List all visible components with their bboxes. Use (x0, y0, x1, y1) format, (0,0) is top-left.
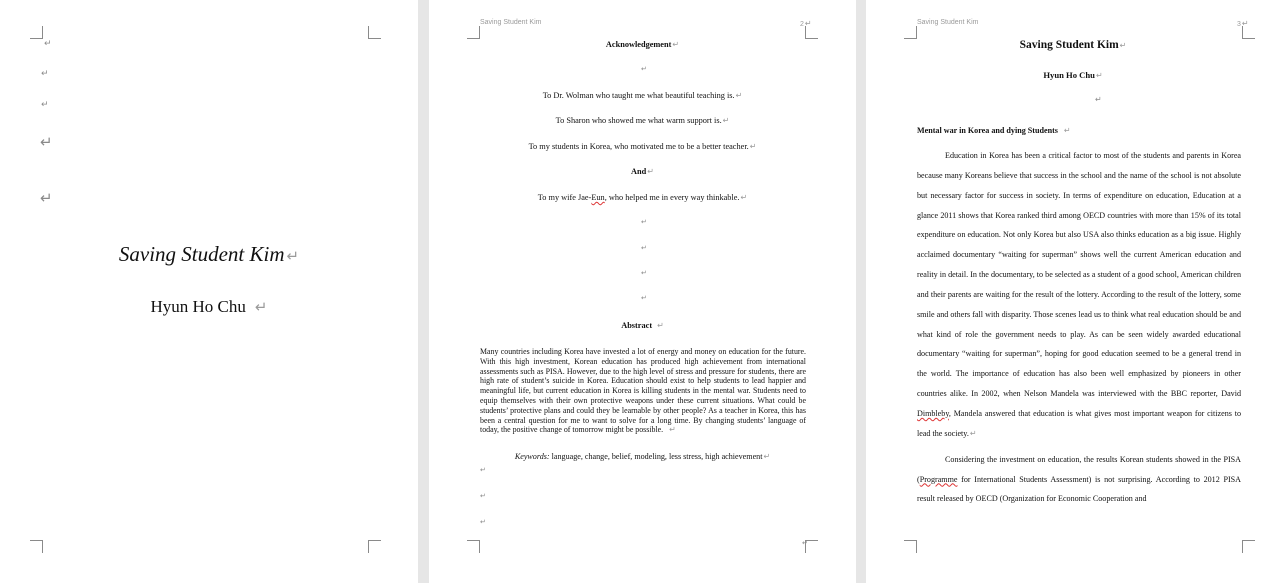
and-line[interactable]: And↵ (631, 167, 654, 176)
paragraph-mark-icon: ↵ (1095, 95, 1102, 104)
acknowledgement-heading[interactable]: Acknowledgement↵ (605, 40, 680, 49)
paragraph-mark-icon: ↵ (254, 298, 268, 316)
section-heading[interactable]: Mental war in Korea and dying Students ↵ (917, 126, 1071, 135)
paragraph-mark-icon: ↵ (641, 218, 647, 226)
crop-mark (467, 26, 480, 39)
paragraph-mark-icon: ↵ (286, 247, 300, 265)
ack-line[interactable]: To Sharon who showed me what warm support is.↵ (555, 116, 730, 125)
ack-line[interactable]: To Dr. Wolman who taught me what beautiful teaching is.↵ (542, 91, 743, 100)
spelling-flag[interactable]: Programme (919, 474, 958, 484)
paragraph-mark-icon: ↵ (641, 269, 647, 277)
page-title[interactable]: Saving Student Kim↵ (1019, 39, 1127, 51)
page-1 (0, 0, 418, 583)
paragraph-mark-icon: ↵ (641, 65, 647, 73)
paragraph-mark-icon: ↵ (44, 39, 52, 49)
page-author[interactable]: Hyun Ho Chu↵ (1043, 70, 1103, 80)
paragraph-mark-icon: ↵ (1119, 41, 1127, 50)
crop-mark (904, 540, 917, 553)
paragraph-mark-icon: ↵ (1063, 126, 1071, 135)
crop-mark (467, 540, 480, 553)
running-header[interactable]: Saving Student Kim (917, 19, 979, 26)
body-paragraph[interactable]: Education in Korea has been a critical factor to most of the students and parents in Korea because many Koreans believe that success in the school and the name of the school is not absolute but necessary factor for success in society. In terms of expenditure on education, Education at a glance 2011 shows that Korea ranked third among OECD countries with more than 15% of its total expenditure on education. Not only Korea but also USA also thinks education as a big issue. Highly acclaimed documentary “waiting for superman” shows well the current American education and reality in detail. In the documentary, to be selected as a student of a good school, American children and their parents are waiting for the result of the lottery. According to the result of the lottery, some smile and others fall with disparity. Those scenes lead us to think what real education should be and what kind of role the government needs to play. As can be seen widely awarded educational documentary “waiting for superman”, hoping for good education seemed to be a general trend in the world. The importance of education has also been well emphasized by pioneers in other countries alike. In 2002, when Nelson Mandela was interviewed with the BBC reporter, David Dimbleby, Mandela answered that education is what gives most important weapon for citizens to lead the society.↵ (917, 151, 1241, 438)
paragraph-mark-icon: ↵ (641, 294, 647, 302)
spelling-flag[interactable]: Eun (591, 193, 605, 202)
page-3 (866, 0, 1280, 583)
paragraph-mark-icon: ↵ (480, 466, 486, 474)
paragraph-mark-icon: ↵ (647, 167, 654, 176)
crop-mark (1242, 540, 1255, 553)
paragraph-mark-icon: ↵ (641, 244, 647, 252)
paragraph-mark-icon: ↵ (480, 492, 486, 500)
paragraph-mark-icon: ↵ (40, 133, 53, 151)
crop-mark (368, 26, 381, 39)
paragraph-mark-icon: ↵ (657, 321, 664, 330)
page-number[interactable]: 2↵ (800, 19, 812, 28)
ack-line[interactable]: To my wife Jae-Eun, who helped me in every way thinkable.↵ (537, 193, 748, 202)
paragraph-mark-icon: ↵ (1095, 71, 1103, 80)
paragraph-mark-icon: ↵ (763, 452, 771, 461)
abstract-paragraph[interactable]: Many countries including Korea have invested a lot of energy and money on education for the future. With this high investment, Korean education has produced high achievement from international assessments such as PISA. However, due to the high level of stress and pressure for students, there are high rate of student’s suicide in Korea. Education should exist to help students to lead happier and meaningful life, but current education in Korea is killing students in the mental war. Students need to equip themselves with their own protective weapons under these current situations. What could be students’ protective plans and could they be learnable by other people? As a teacher in Korea, this has been a central question for me to want to solve for a long time. By changing students’ language of today, the positive change of tomorrow might be possible. ↵ (480, 347, 806, 435)
running-header[interactable]: Saving Student Kim (480, 19, 542, 26)
page-number[interactable]: 3↵ (1237, 19, 1249, 28)
paragraph-mark-icon: ↵ (41, 100, 49, 110)
paragraph-mark-icon: ↵ (802, 539, 808, 547)
paragraph-mark-icon: ↵ (735, 91, 743, 100)
paragraph-mark-icon: ↵ (722, 116, 730, 125)
paragraph-mark-icon: ↵ (672, 40, 680, 49)
paragraph-mark-icon: ↵ (480, 518, 486, 526)
paragraph-mark-icon: ↵ (40, 189, 53, 207)
paragraph-mark-icon: ↵ (969, 428, 977, 438)
crop-mark (30, 540, 43, 553)
paragraph-mark-icon: ↵ (749, 142, 757, 151)
cover-author[interactable]: Hyun Ho Chu ↵ (150, 297, 268, 316)
spelling-flag[interactable]: Dimbleby (917, 408, 949, 418)
paragraph-mark-icon: ↵ (740, 193, 748, 202)
crop-mark (368, 540, 381, 553)
paragraph-mark-icon: ↵ (669, 425, 676, 435)
keywords-line[interactable]: Keywords: language, change, belief, modeling, less stress, high achievement↵ (514, 452, 771, 461)
abstract-heading[interactable]: Abstract ↵ (621, 321, 664, 330)
body-text[interactable] (917, 146, 1241, 509)
crop-mark (904, 26, 917, 39)
body-paragraph[interactable]: Considering the investment on education, the results Korean students showed in the PISA (Programme for International Students Assessment) is not surprising. According to 2012 PISA result released by OECD (Organization for Economic Cooperation and (917, 454, 1241, 504)
cover-title[interactable]: Saving Student Kim ↵ (118, 242, 300, 266)
page-2 (429, 0, 856, 583)
paragraph-mark-icon: ↵ (41, 69, 49, 79)
crop-mark (30, 26, 43, 39)
ack-line[interactable]: To my students in Korea, who motivated me to be a better teacher.↵ (528, 142, 757, 151)
